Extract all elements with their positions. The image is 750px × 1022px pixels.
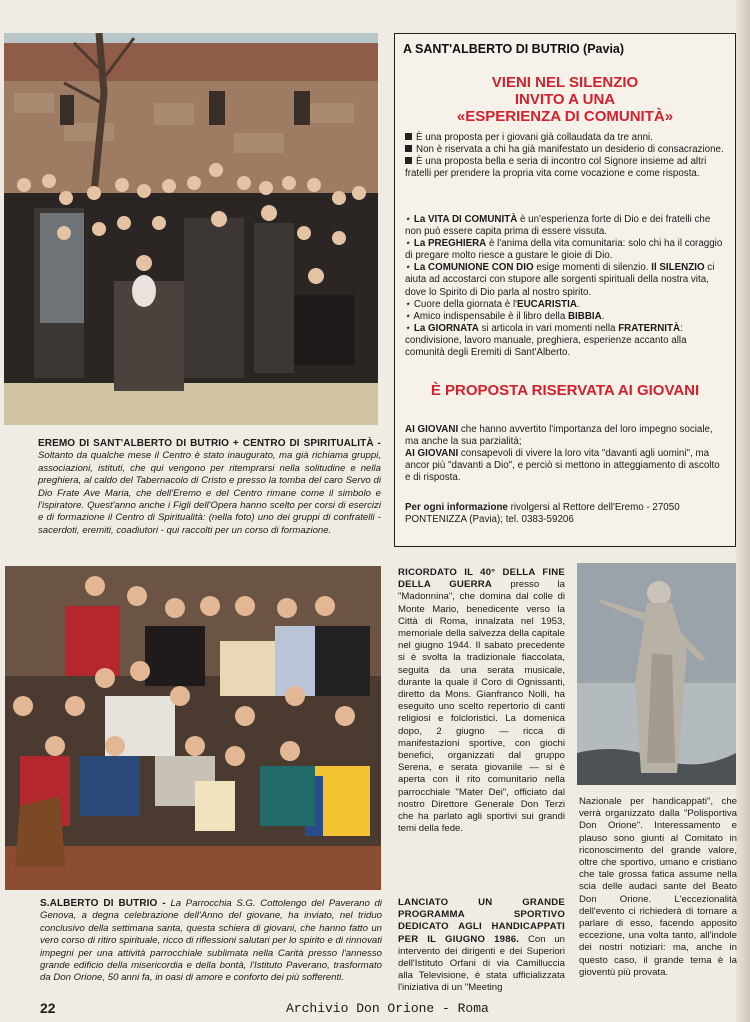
article2-lead: LANCIATO UN GRANDE PROGRAMMA SPORTIVO DEDICATO AGLI HANDICAPPATI PER IL GIUGNO 1986. — [398, 897, 565, 945]
square-bullet-icon — [405, 145, 412, 152]
article2-body: Con un intervento dei dirigenti e dei Superiori dell'Istituto Orfani di via Camilluccia alla Televisione, è stata ufficializzata l'iniziativa di un "Meeting — [398, 933, 565, 994]
invite-title-line-1: VIENI NEL SILENZIO — [491, 74, 639, 91]
invite-bullet: È una proposta bella e seria di incontro col Signore insieme ad altri fratelli per prendere la propria vita come vocazione e come risposta. — [405, 156, 707, 180]
archive-label: Archivio Don Orione - Roma — [286, 1001, 489, 1016]
star-item: ⋆ La PREGHIERA è l'anima della vita comunitaria: solo chi ha il coraggio di pregare molto riesce a gustare le gioie di Dio. — [405, 238, 723, 262]
star-item: ⋆ Amico indispensabile è il libro della BIBBIA. — [405, 310, 605, 322]
star-item: ⋆ Cuore della giornata è l'EUCARISTIA. — [405, 298, 580, 310]
star-item: ⋆ La VITA DI COMUNITÀ è un'esperienza forte di Dio e dei fratelli che non può essere capita prima di essere vissuta. — [405, 214, 711, 238]
invite-bullet: È una proposta per i giovani già collaudata da tre anni. — [405, 132, 727, 144]
photo1-caption-lead: EREMO DI SANT'ALBERTO DI BUTRIO + CENTRO DI SPIRITUALITÀ - — [38, 438, 381, 449]
article2-continued-text: Nazionale per handicappati", che verrà organizzato dalla "Polisportiva Don Orione". Interessamento e plauso sono giunti al Comitato in riconoscimento del grande valore, oltre che sportivo, umano e cristiano che tale grossa fatica assume nella scia delle audaci sante del Beato Don Orione. L'eccezionalità dell'evento ci richiederà di tornare a parlare di esso, facendo apposito eccezione, una volta tanto, all'indole dei nostri notiziari: ma, anche in questo caso, il grande tema è la gioventù più provata. — [579, 796, 737, 978]
invite-header: A SANT'ALBERTO DI BUTRIO (Pavia) — [403, 42, 625, 56]
article2-continued — [579, 796, 737, 979]
page-edge — [736, 0, 750, 1022]
invite-title-line-3: «ESPERIENZA DI COMUNITÀ» — [456, 108, 674, 125]
photo1-caption-body: Soltanto da qualche mese il Centro è stato inaugurato, ma già richiama gruppi, associazioni, istituti, che qui vengono per ritemprarsi nella solitudine e nella preghiera, al caldo del Tabernacolo di Cristo e presso la tomba del caro Servo di Dio Frate Ave Maria, che dell'Eremo e del Centro rimane come il simbolo e l'ispiratore. Quest'anno anche i Figli dell'Opera hanno scelto per corsi di esercizi e di formazione il Centro di Spiritualità: (nella foto) uno dei gruppi di confratelli - sacerdoti, eremiti, coadiutori - qui raccolti per un corso di formazione. — [38, 450, 381, 536]
reserved-title: È PROPOSTA RISERVATA AI GIOVANI — [430, 382, 700, 399]
page-number: 22 — [40, 1000, 56, 1016]
photo-clergy-group — [4, 33, 378, 425]
youth-paragraph — [405, 424, 727, 484]
star-item: ⋆ La GIORNATA si articola in vari momenti nella FRATERNITÀ: condivisione, lavoro manuale, preghiera, esperienze accanto alla comunità degli Eremiti di Sant'Alberto. — [405, 322, 687, 359]
invite-star-items — [405, 214, 727, 359]
photo1-caption — [38, 438, 381, 537]
photo-madonnina-statue — [577, 563, 736, 785]
article1-body: presso la "Madonnina", che domina dal colle di Monte Mario, benedicente verso la Città di Roma, innalzata nel 1953, memoriale della salvezza della capitale nel giugno 1944. Il sabato precedente si è svolta la tradizionale fiaccolata, seguita da una serata musicale, durante la quale il Coro di Ognissanti, diretto da Mons. Gianfranco Nolli, ha eseguito uno scelto repertorio di canti religiosi e folcloristici. La domenica dopo, 2 giugno — ricca di manifestazioni sportive, con giochi benefici, organizzati dal gruppo Serena, e serata giovanile — si è aperta con il rito comunitario nella parrocchiale "Mater Dei", officiato dal nostro Direttore Generale Don Terzi che ha parlato agli sportivi sui grandi temi della fede. — [398, 579, 566, 835]
photo-youth-group — [5, 566, 381, 890]
invite-title-line-2: INVITO A UNA — [514, 91, 616, 108]
square-bullet-icon — [405, 157, 412, 164]
invite-bullet: Non è riservata a chi ha già manifestato un desiderio di consacrazione. — [405, 144, 727, 156]
invite-bullets — [405, 132, 727, 180]
star-item: ⋆ La COMUNIONE CON DIO esige momenti di silenzio. Il SILENZIO ci aiuta ad accostarci con stupore alle sorgenti spirituali della nostra vita, dove lo Spirito di Dio parla al nostro spirito. — [405, 262, 715, 298]
square-bullet-icon — [405, 133, 412, 140]
photo2-caption — [40, 898, 382, 985]
photo2-caption-body: La Parrocchia S.G. Cottolengo del Paverano di Genova, a degna celebrazione dell'Anno del giovane, ha inviato, nel triduo conclusivo della settimana santa, questa schiera di giovani, che hanno fatto un vero corso di ritiro spirituale, ricco di riflessioni salutari per lo spirito e di rinnovati impegni per una attività parrocchiale sublimata nella Carità presso l'annesso grande edificio della misericordia e della bontà, l'Istituto Paverano, trasformato da Don Orione, 50 anni fa, in oasi di amore e conforto dei più sofferenti. — [40, 898, 382, 984]
youth-item: AI GIOVANI che hanno avvertito l'importanza del loro impegno sociale, ma anche la sua parzialità; — [405, 424, 713, 448]
article-war-anniversary — [398, 567, 565, 835]
photo2-caption-lead: S.ALBERTO DI BUTRIO - — [40, 898, 166, 909]
article-sports-program — [398, 897, 565, 995]
youth-item: AI GIOVANI consapevoli di vivere la loro vita "davanti agli uomini", ma ancor più "davanti a Dio", e perciò si mettono in atteggiamento di ascolto e di risposta. — [405, 448, 720, 484]
info-paragraph: Per ogni informazione rivolgersi al Rettore dell'Eremo - 27050 PONTENIZZA (Pavia); tel. 0383-59206 — [405, 502, 680, 526]
invite-box — [394, 33, 736, 547]
article1-lead: RICORDATO IL 40° DELLA FINE DELLA GUERRA — [398, 567, 565, 591]
